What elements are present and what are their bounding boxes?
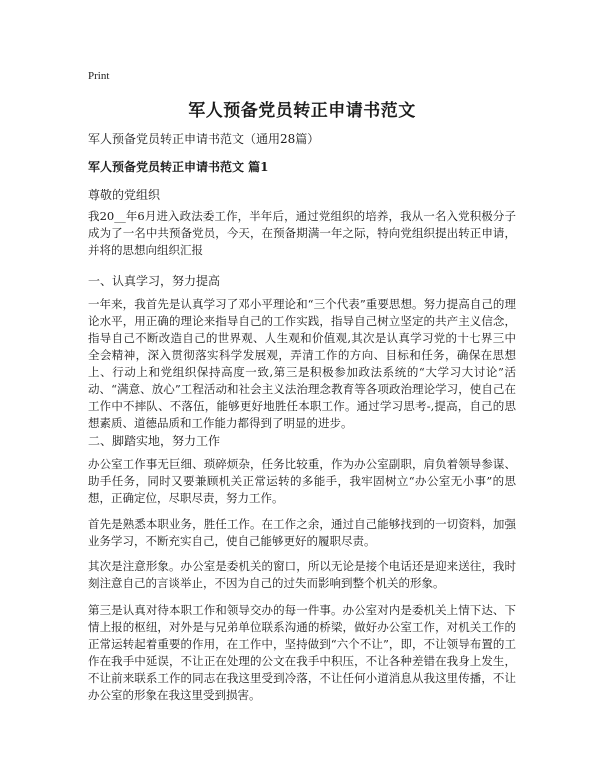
paragraph-study: 一年来，我首先是认真学习了邓小平理论和“三个代表”重要思想。努力提高自己的理论水平，用正确的理论来指导自己的工作实践，指导自己树立坚定的共产主义信念，指导自己不断改造自己的世界观、人生观和价值观,其次是认真学习党的十七界三中全会精神，深入贯彻落实科学发展观，弄清工作的方向、目标和任务，确保在思想上、行动上和党组织保持高度一致,第三是积极参加政法系统的“大学习大讨论”活动、“满意、放心”工程活动和社会主义法治理念教育等各项政治理论学习，使自己在工作中不摔队、不落伍，能够更好地胜任本职工作。通过学习思考-,提高，自己的思想素质、道德品质和工作能力都得到了明显的进步。: [88, 297, 516, 430]
paragraph-intro: 我20__年6月进入政法委工作，半年后，通过党组织的培养，我从一名入党积极分子成为了一名中共预备党员，今天，在预备期满一年之际，特向党组织提出转正申请，并将的思想向组织汇报: [88, 209, 516, 257]
paragraph-first: 首先是熟悉本职业务，胜任工作。在工作之余，通过自己能够找到的一切资料，加强业务学习，不断充实自己，使自己能够更好的履职尽责。: [88, 517, 516, 548]
heading-work: 二、脚踏实地，努力工作: [88, 434, 221, 448]
section-heading: 军人预备党员转正申请书范文 篇1: [88, 160, 269, 174]
page-title: 军人预备党员转正申请书范文: [188, 101, 416, 121]
paragraph-office-work: 办公室工作事无巨细、琐碎烦杂，任务比较重，作为办公室副职，肩负着领导参谋、助手任务，同时又要兼顾机关正常运转的多能手，我牢固树立“办公室无小事”的思想，正确定位，尽职尽责，努力工作。: [88, 457, 516, 505]
heading-study: 一、认真学习，努力提高: [88, 274, 221, 288]
paragraph-third: 第三是认真对待本职工作和领导交办的每一件事。办公室对内是委机关上情下达、下情上报的枢纽，对外是与兄弟单位联系沟通的桥梁，做好办公室工作，对机关工作的正常运转起着重要的作用，在工作中，坚持做到“六个不让”，即，不让领导布置的工作在我手中延误，不让正在处理的公文在我手中积压，不让各种差错在我身上发生，不让前来联系工作的同志在我这里受到冷落，不让任何小道消息从我这里传播，不让办公室的形象在我这里受到损害。: [88, 603, 516, 702]
print-link[interactable]: Print: [88, 70, 110, 82]
paragraph-second: 其次是注意形象。办公室是委机关的窗口，所以无论是接个电话还是迎来送往，我时刻注意自己的言谈举止，不因为自己的过失而影响到整个机关的形象。: [88, 559, 516, 590]
document-subtitle: 军人预备党员转正申请书范文（通用28篇）: [88, 132, 320, 146]
salutation: 尊敬的党组织: [88, 188, 161, 202]
